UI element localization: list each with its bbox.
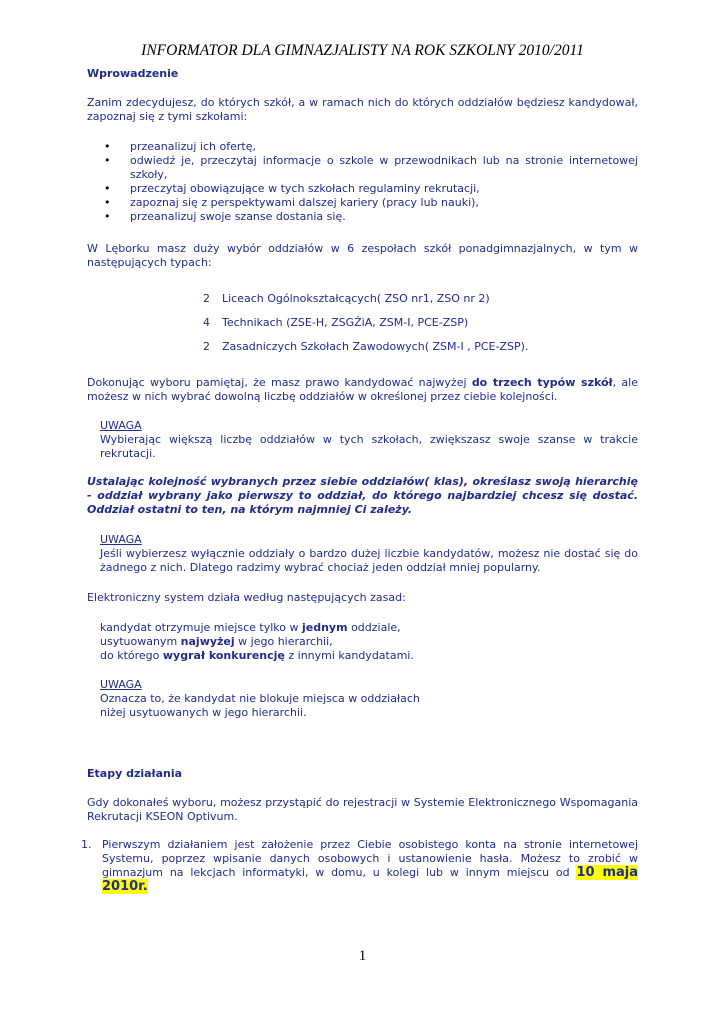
page-header: INFORMATOR DLA GIMNAZJALISTY NA ROK SZKOLNY 2010/2011 [141,42,584,59]
system-rule: kandydat otrzymuje miejsce tylko w jednym oddziale, usytuowanym najwyżej w jego hierarchii, do którego wygrał konkurencję z innymi kandydatami. [100,621,414,662]
warning-text: Oznacza to, że kandydat nie blokuje miejsca w oddziałach niżej usytuowanych w jego hierarchii. [100,692,420,719]
intro-paragraph: Zanim zdecydujesz, do których szkół, a w ramach nich do których oddziałów będziesz kandydował, zapoznaj się z tymi szkołami: [87,96,638,123]
warning-text: Jeśli wybierzesz wyłącznie oddziały o bardzo dużej liczbie kandydatów, możesz nie dostać się do żadnego z nich. Dlatego radzimy wybrać chociaż jeden oddział mniej popularny. [100,547,638,574]
list-item [81,838,638,894]
list-item: • zapoznaj się z perspektywami dalszej kariery (pracy lub nauki), [104,196,479,209]
warning-label: UWAGA [100,678,142,691]
bullet-icon: • [104,154,111,167]
intro-heading: Wprowadzenie [87,67,179,80]
page-number: 1 [358,948,367,964]
list-item: • przeczytaj obowiązujące w tych szkołach regulaminy rekrutacji, [104,182,480,195]
list-item: • przeanalizuj swoje szanse dostania się. [104,210,346,223]
bullet-icon: • [104,210,111,223]
school-type-row: 2 Liceach Ogólnokształcących( ZSO nr1, ZSO nr 2) [203,292,490,305]
stages-heading: Etapy działania [87,767,183,780]
stages-paragraph: Gdy dokonałeś wyboru, możesz przystąpić do rejestracji w Systemie Elektronicznego Wspomagania Rekrutacji KSEON Optivum. [87,796,638,823]
school-type-row: 2 Zasadniczych Szkołach Zawodowych( ZSM-I , PCE-ZSP). [203,340,529,353]
choice-paragraph: Dokonując wyboru pamiętaj, że masz prawo kandydować najwyżej do trzech typów szkół, ale możesz w nich wybrać dowolną liczbę oddziałów w określonej przez ciebie kolejności. [87,376,638,403]
warning-text: Wybierając większą liczbę oddziałów w tych szkołach, zwiększasz swoje szanse w trakcie rekrutacji. [100,433,638,460]
school-type-row: 4 Technikach (ZSE-H, ZSGŻiA, ZSM-I, PCE-ZSP) [203,316,469,329]
step-text: Pierwszym działaniem jest założenie przez Ciebie osobistego konta na stronie internetowej Systemu, poprzez wpisanie danych osobowych i ustanowienie hasła. Możesz to zrobić w gimnazjum na lekcjach informatyki, w domu, u kolegi lub w innym miejscu od 10 maja 2010r. [102,838,638,894]
lebork-paragraph: W Lęborku masz duży wybór oddziałów w 6 zespołach szkół ponadgimnazjalnych, w tym w następujących typach: [87,242,638,269]
warning-label: UWAGA [100,419,142,432]
school-types-list [203,292,528,364]
step-number: 1. [81,838,92,851]
date-highlight: 10 maja 2010r. [102,865,638,894]
system-paragraph: Elektroniczny system działa według następujących zasad: [87,591,406,604]
warning-label: UWAGA [100,533,142,546]
bullet-icon: • [104,140,111,153]
tips-list [104,140,638,224]
bullet-icon: • [104,196,111,209]
list-item: • odwiedź je, przeczytaj informacje o szkole w przewodnikach lub na stronie internetowej szkoły, [104,154,638,181]
hierarchy-paragraph: Ustalając kolejność wybranych przez siebie oddziałów( klas), określasz swoją hierarchię - oddział wybrany jako pierwszy to oddział, do którego najbardziej chcesz się dostać. Oddział ostatni to ten, na którym najmniej Ci zależy. [87,475,638,516]
list-item: • przeanalizuj ich ofertę, [104,140,256,153]
bullet-icon: • [104,182,111,195]
